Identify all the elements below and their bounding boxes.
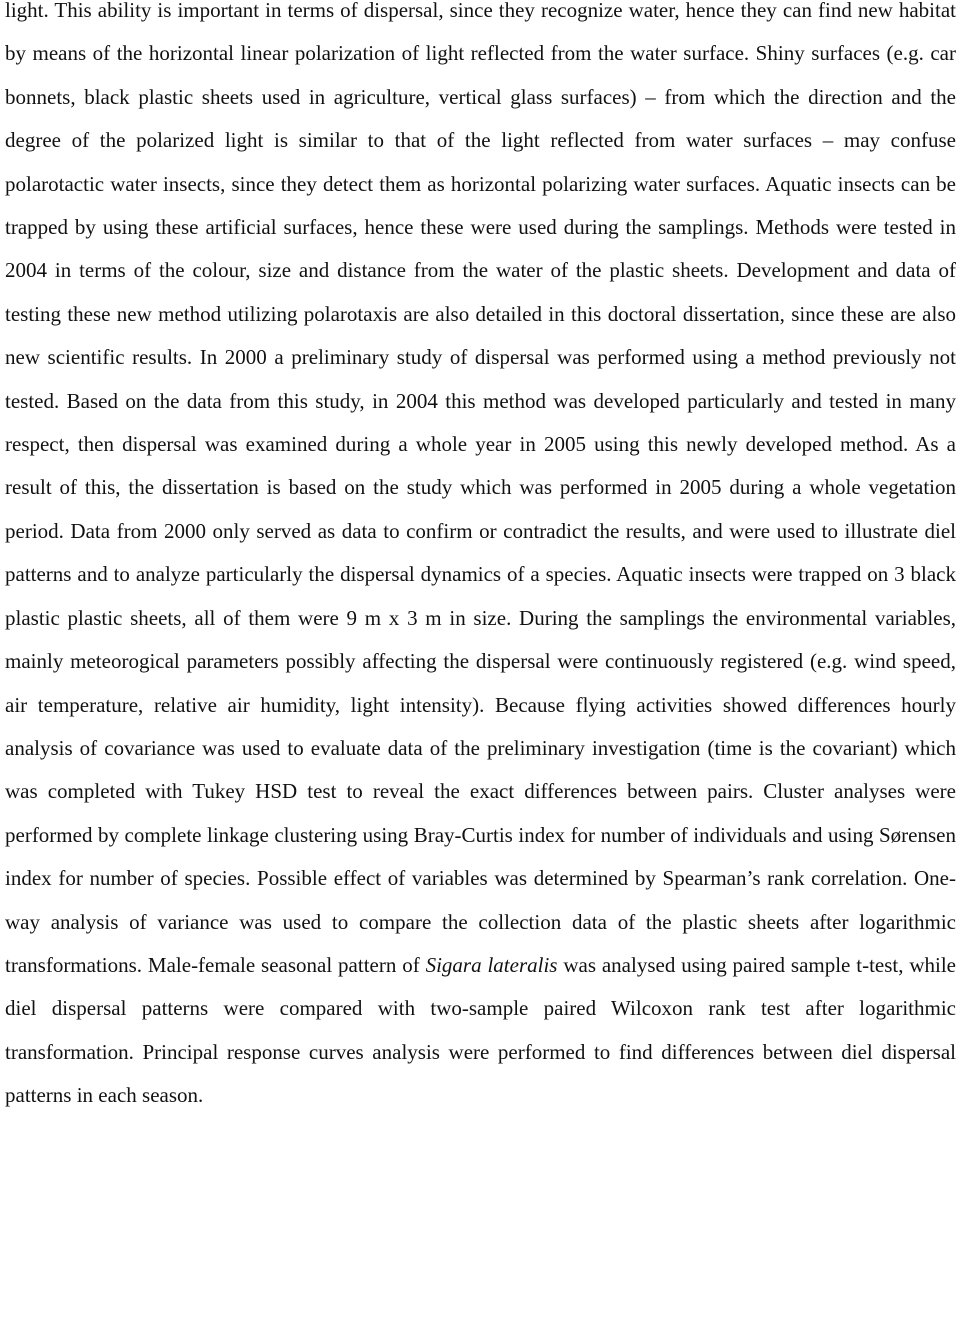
body-paragraph <box>5 0 956 1118</box>
paragraph-text-part-1: light. This ability is important in terms of dispersal, since they recognize water, hence they can find new habitat by means of the horizontal linear polarization of light reflected from the water surface. Shiny surfaces (e.g. car bonnets, black plastic sheets used in agriculture, vertical glass surfaces) – from which the direction and the degree of the polarized light is similar to that of the light reflected from water surfaces – may confuse polarotactic water insects, since they detect them as horizontal polarizing water surfaces. Aquatic insects can be trapped by using these artificial surfaces, hence these were used during the samplings. Methods were tested in 2004 in terms of the colour, size and distance from the water of the plastic sheets. Development and data of testing these new method utilizing polarotaxis are also detailed in this doctoral dissertation, since these are also new scientific results. In 2000 a preliminary study of dispersal was performed using a method previously not tested. Based on the data from this study, in 2004 this method was developed particularly and tested in many respect, then dispersal was examined during a whole year in 2005 using this newly developed method. As a result of this, the dissertation is based on the study which was performed in 2005 during a whole vegetation period. Data from 2000 only served as data to confirm or contradict the results, and were used to illustrate diel patterns and to analyze particularly the dispersal dynamics of a species. Aquatic insects were trapped on 3 black plastic plastic sheets, all of them were 9 m x 3 m in size. During the samplings the environmental variables, mainly meteorogical parameters possibly affecting the dispersal were continuously registered (e.g. wind speed, air temperature, relative air humidity, light intensity). Because flying activities showed differences hourly analysis of covariance was used to evaluate data of the preliminary investigation (time is the covariant) which was completed with Tukey HSD test to reveal the exact differences between pairs. Cluster analyses were performed by complete linkage clustering using Bray-Curtis index for number of individuals and using Sørensen index for number of species. Possible effect of variables was determined by Spearman’s rank correlation. One-way analysis of variance was used to compare the collection data of the plastic sheets after logarithmic transformations. Male-female seasonal pattern of <box>5 0 956 977</box>
paragraph-text-part-2: was analysed using paired sample t-test, while diel dispersal patterns were compared with two-sample paired Wilcoxon rank test after logarithmic transformation. Principal response curves analysis were performed to find differences between diel dispersal patterns in each season. <box>5 952 956 1108</box>
species-name: Sigara lateralis <box>425 952 558 977</box>
